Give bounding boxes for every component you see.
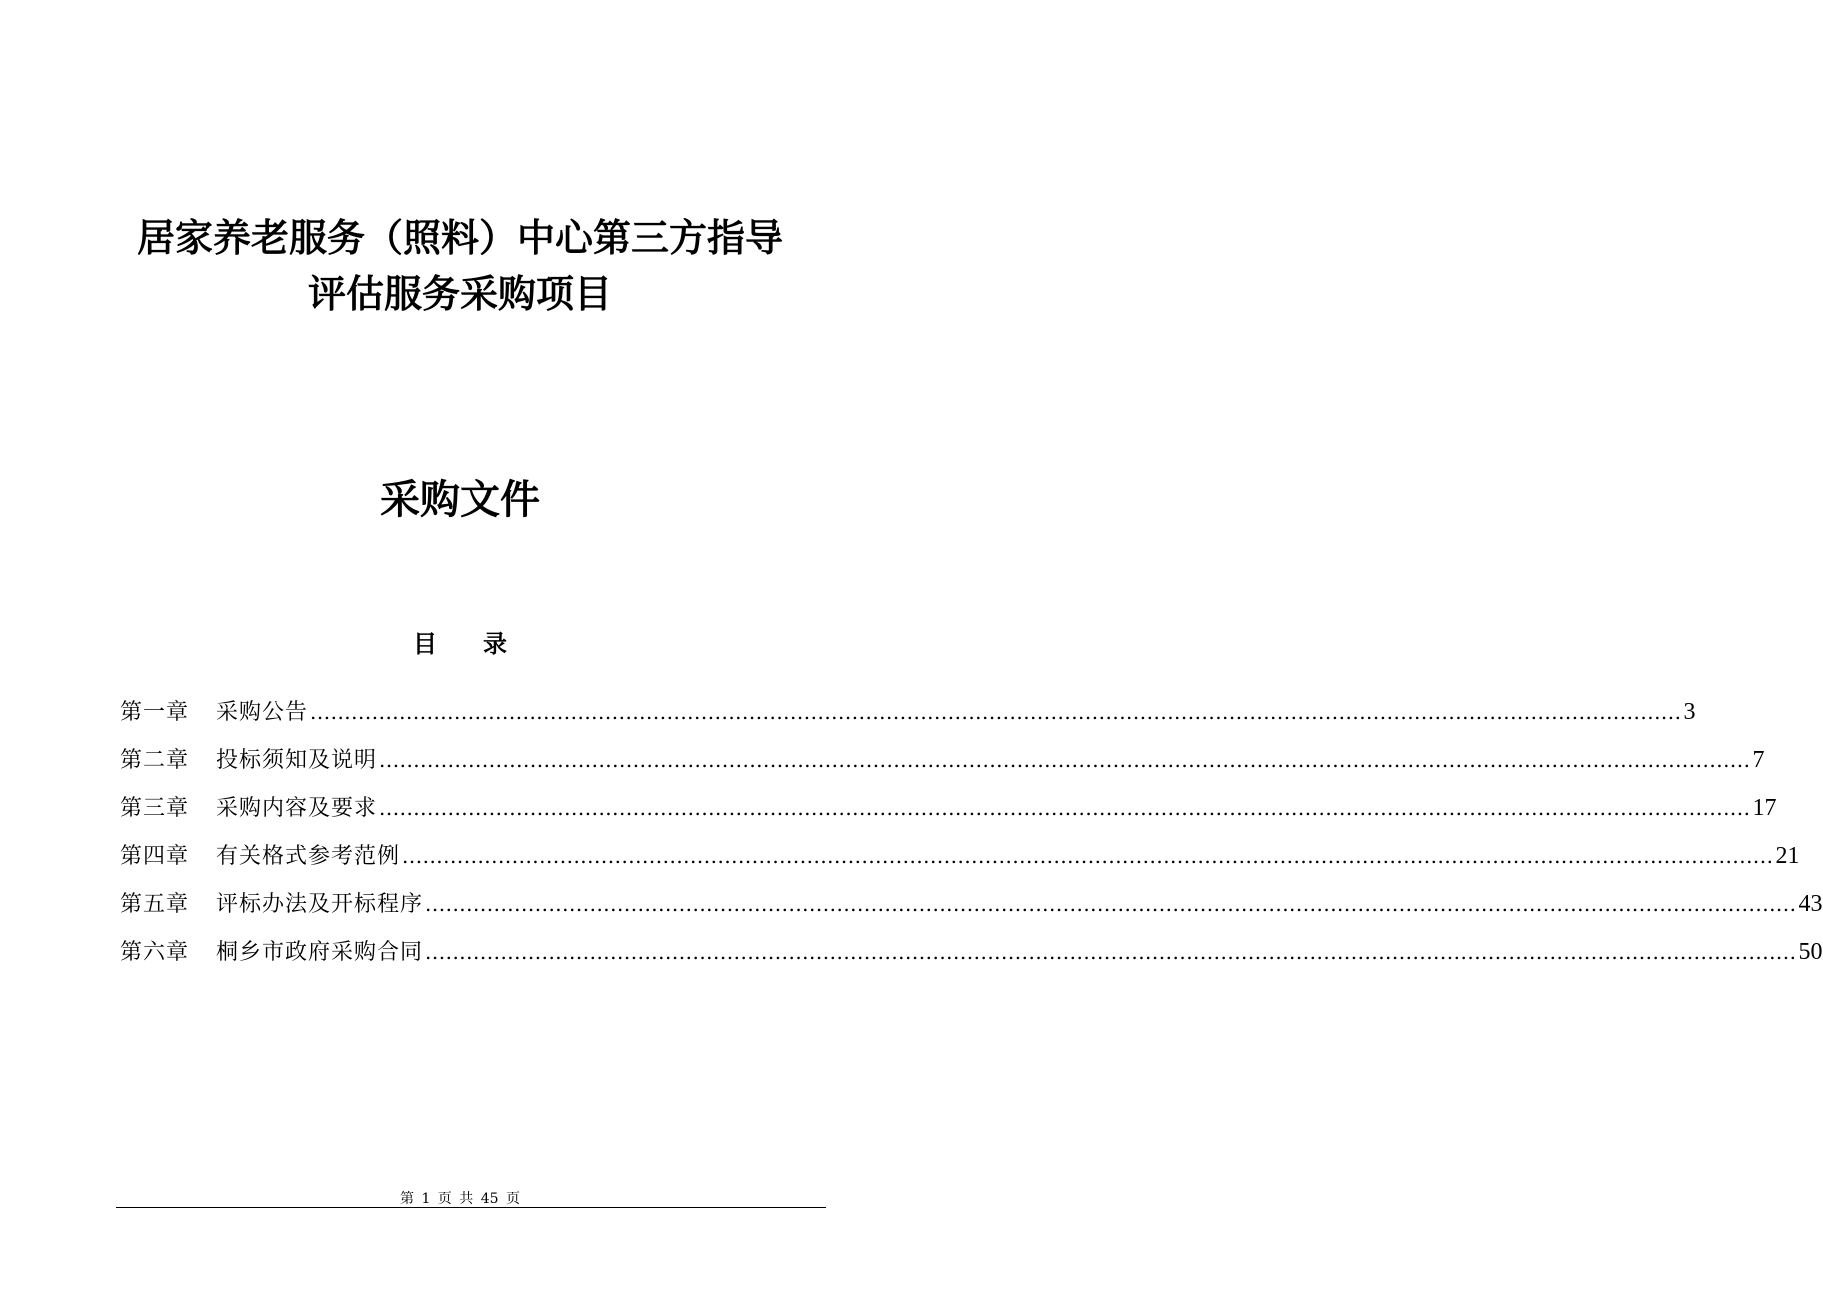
toc-leader-dots: ........................................................................................................................................................................................................ xyxy=(310,700,1682,724)
toc-entry-chapter: 第一章 xyxy=(120,700,190,725)
toc-entry-title: 采购内容及要求 xyxy=(216,796,378,821)
toc-entry-title: 有关格式参考范例 xyxy=(216,844,401,869)
toc-entry-title: 桐乡市政府采购合同 xyxy=(216,940,424,965)
toc-entry-page: 43 xyxy=(1798,891,1823,917)
table-of-contents xyxy=(120,688,1823,976)
toc-heading-right: 录 xyxy=(483,630,507,658)
toc-entry[interactable] xyxy=(120,832,1800,880)
toc-leader-dots: ........................................................................................................................................................................................................ xyxy=(425,940,1797,964)
document-title-line-1: 居家养老服务（照料）中心第三方指导 xyxy=(136,216,783,260)
toc-entry-chapter: 第六章 xyxy=(120,940,190,965)
toc-entry-chapter: 第二章 xyxy=(120,748,190,773)
toc-entry[interactable] xyxy=(120,928,1823,976)
toc-entry-title: 评标办法及开标程序 xyxy=(216,892,424,917)
toc-entry-chapter: 第四章 xyxy=(120,844,190,869)
toc-entry[interactable] xyxy=(120,880,1823,928)
toc-entry[interactable] xyxy=(120,736,1765,784)
toc-entry[interactable] xyxy=(120,688,1696,736)
toc-entry[interactable] xyxy=(120,784,1777,832)
toc-leader-dots: ........................................................................................................................................................................................................ xyxy=(425,892,1797,916)
toc-entry-page: 50 xyxy=(1798,939,1823,965)
toc-entry-page: 7 xyxy=(1752,747,1765,773)
toc-heading xyxy=(0,626,920,662)
document-title-line-2: 评估服务采购项目 xyxy=(307,272,612,316)
toc-entry-chapter: 第五章 xyxy=(120,892,190,917)
toc-entry-page: 21 xyxy=(1775,843,1800,869)
toc-entry-title: 采购公告 xyxy=(216,700,309,725)
footer-divider xyxy=(116,1207,826,1208)
toc-entry-title: 投标须知及说明 xyxy=(216,748,378,773)
toc-entry-page: 3 xyxy=(1683,699,1696,725)
page-number-footer: 第 1 页 共 45 页 xyxy=(400,1191,520,1207)
document-subtitle: 采购文件 xyxy=(380,477,540,523)
toc-leader-dots: ........................................................................................................................................................................................................ xyxy=(379,796,1751,820)
toc-leader-dots: ........................................................................................................................................................................................................ xyxy=(402,844,1774,868)
toc-entry-chapter: 第三章 xyxy=(120,796,190,821)
toc-entry-page: 17 xyxy=(1752,795,1777,821)
toc-heading-left: 目 xyxy=(413,630,437,658)
toc-leader-dots: ........................................................................................................................................................................................................ xyxy=(379,748,1751,772)
